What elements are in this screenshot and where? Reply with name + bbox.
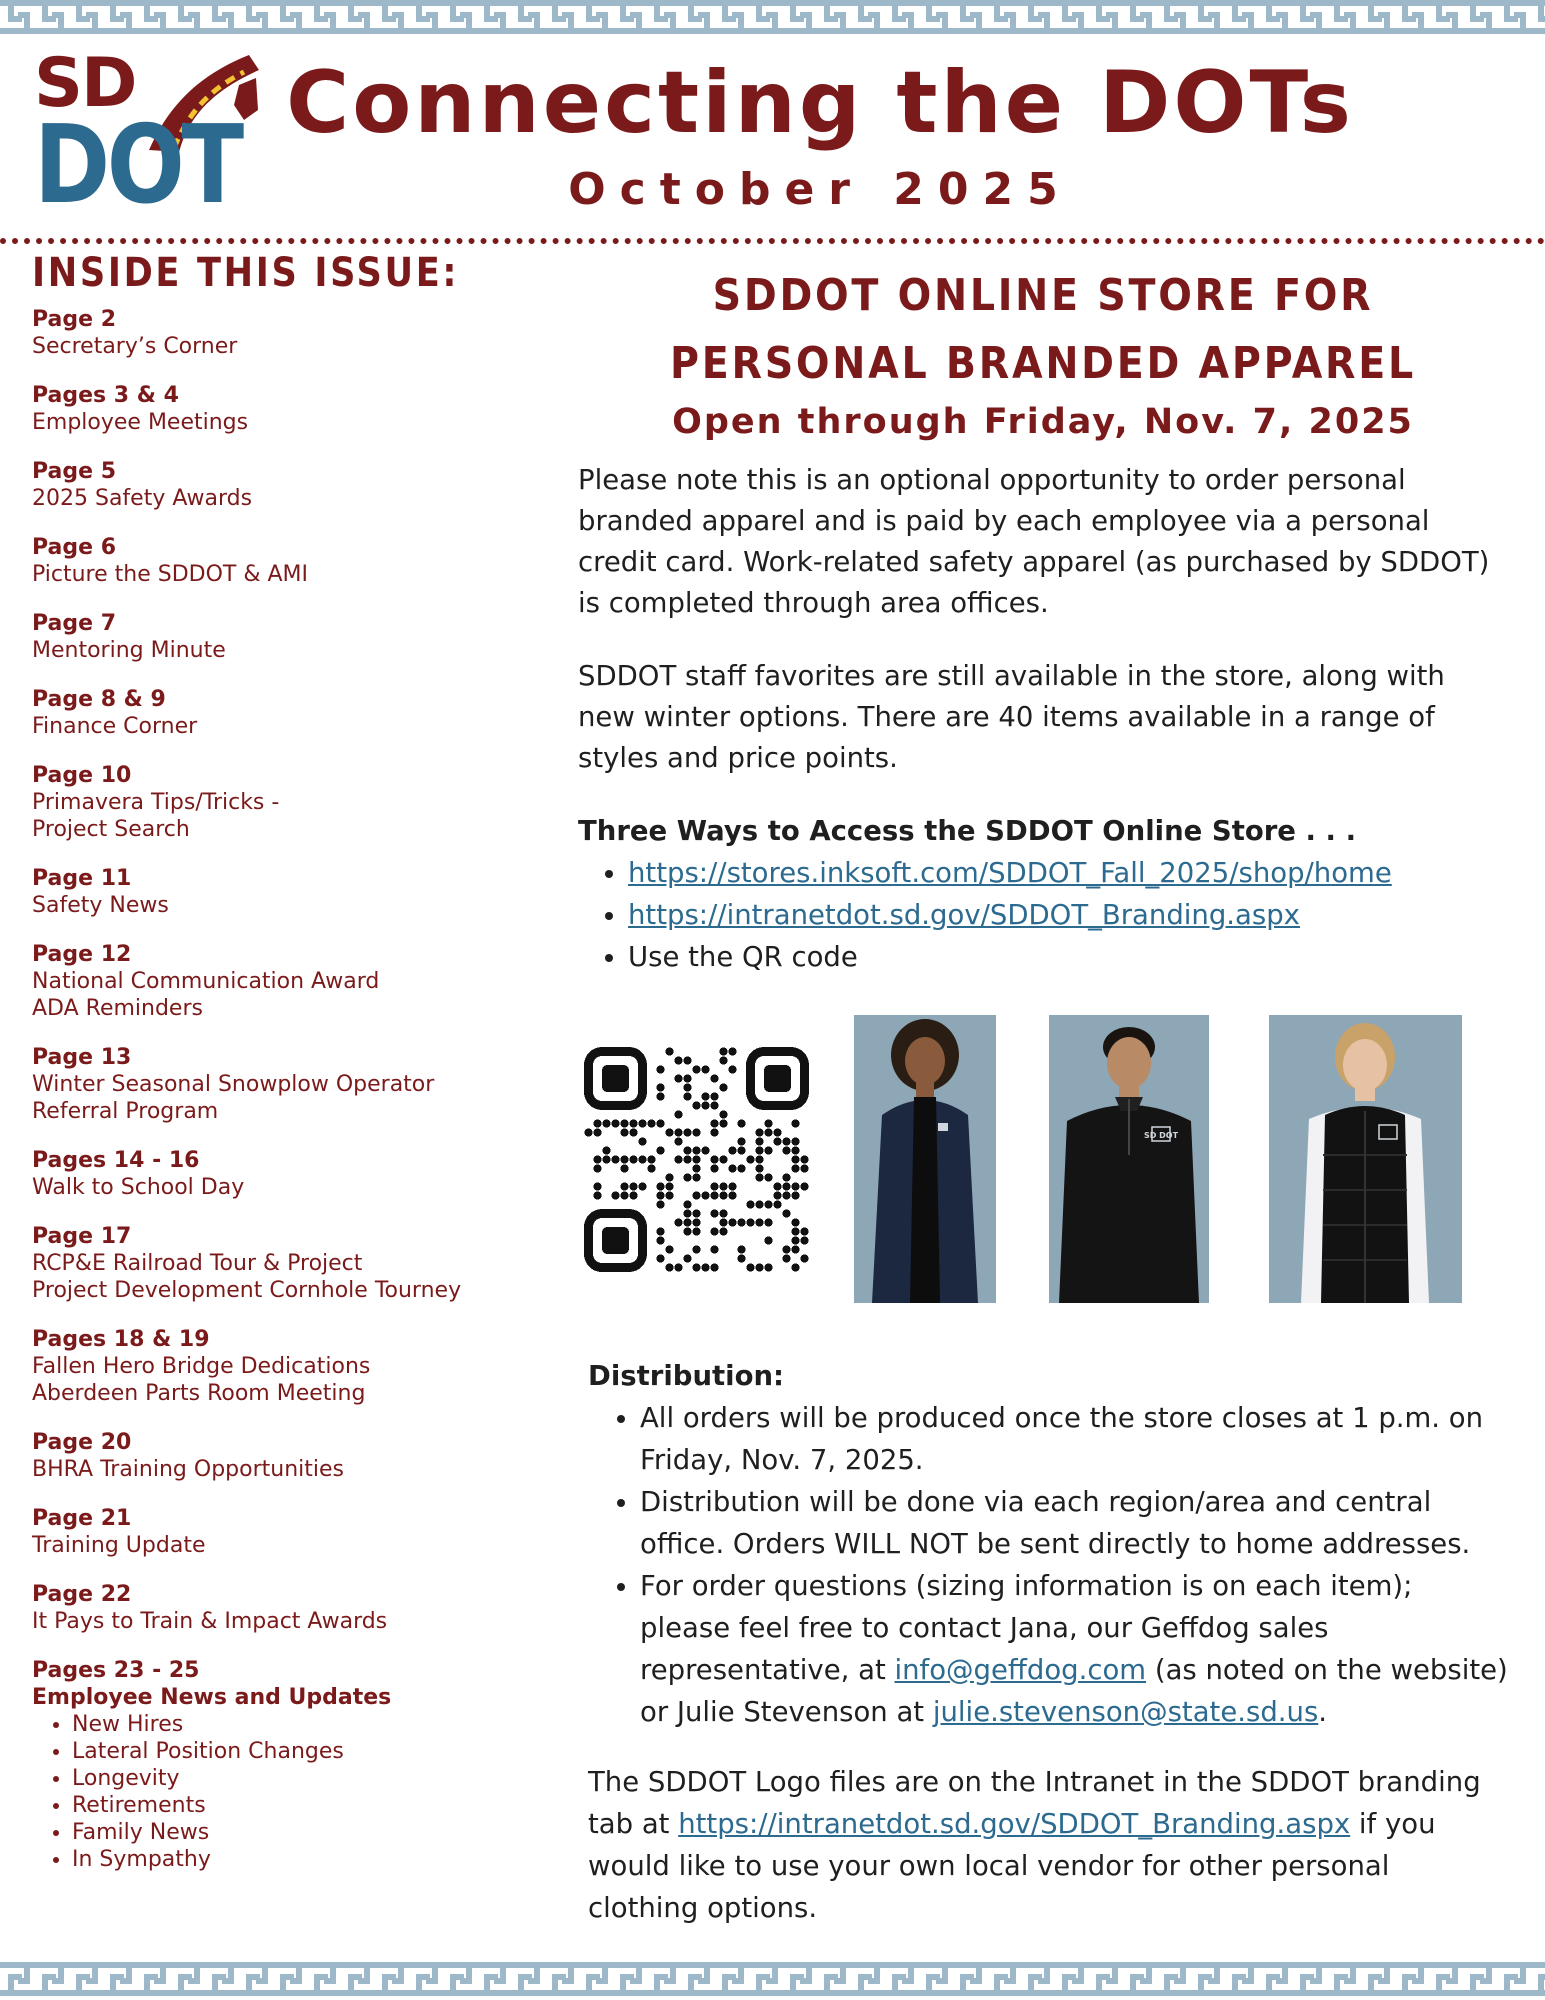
distribution-item-questions (640, 1565, 1508, 1733)
toc-entry (32, 1581, 552, 1635)
logo-dot-text: DOT (34, 103, 241, 228)
geffdog-email-link[interactable]: info@geffdog.com (894, 1654, 1147, 1686)
toc-page-label: Page 12 (32, 942, 132, 967)
toc-list (32, 306, 552, 1635)
intro-paragraph: Please note this is an optional opportunity to order personal branded apparel and is paid by each employee via a personal credit card. Work-related safety apparel (as purchased by SDDOT) is completed through area offices. (578, 464, 1490, 619)
toc-entry (32, 1326, 552, 1407)
toc-section-title: Walk to School Day (32, 1175, 245, 1200)
toc-bullet-item: • In Sympathy (72, 1846, 552, 1873)
store-items-paragraph: SDDOT staff favorites are still available in the store, along with new winter options. There are 40 items available in a range of styles and price points. (578, 660, 1445, 774)
toc-page-label: Page 10 (32, 763, 132, 788)
toc-entry (32, 1505, 552, 1559)
toc-page-label: Pages 18 & 19 (32, 1327, 210, 1352)
bottom-border-pattern (0, 1962, 1545, 1996)
toc-section-title: Project Development Cornhole Tourney (32, 1278, 462, 1303)
questions-text-b: (as noted on the website) or Julie Stevenson at (640, 1654, 1508, 1728)
toc-entry (32, 382, 552, 436)
toc-bullet-item: • Longevity (72, 1765, 552, 1792)
shirt-logo-patch (938, 1123, 948, 1131)
questions-text-c: . (1318, 1696, 1328, 1728)
toc-entry (32, 762, 552, 843)
toc-page-label: Page 22 (32, 1582, 132, 1607)
toc-page-label: Pages 3 & 4 (32, 383, 179, 408)
toc-section-title: Picture the SDDOT & AMI (32, 562, 309, 587)
apparel-photo-vest (1269, 1015, 1462, 1303)
toc-bullet-item: • Lateral Position Changes (72, 1738, 552, 1765)
toc-bullet-item: • Retirements (72, 1792, 552, 1819)
distribution-item-delivery: • Distribution will be done via each region/area and central office. Orders WILL NOT be sent directly to home addresses. (640, 1481, 1508, 1565)
logo-files-paragraph (588, 1761, 1508, 1929)
toc-page-label: Page 5 (32, 459, 117, 484)
toc-section-title: BHRA Training Opportunities (32, 1457, 344, 1482)
toc-entry (32, 686, 552, 740)
toc-section-title: It Pays to Train & Impact Awards (32, 1609, 388, 1634)
top-border-pattern (0, 0, 1545, 34)
access-heading: Three Ways to Access the SDDOT Online Store . . . (578, 815, 1357, 847)
branding-page-link[interactable]: https://intranetdot.sd.gov/SDDOT_Branding.aspx (678, 1808, 1351, 1840)
toc-section-title: ADA Reminders (32, 996, 203, 1021)
toc-page-label: Page 11 (32, 866, 132, 891)
toc-section-title: Safety News (32, 893, 169, 918)
toc-section-title: Employee News and Updates (32, 1685, 392, 1710)
toc-section-title: Aberdeen Parts Room Meeting (32, 1381, 366, 1406)
open-through-date: Open through Friday, Nov. 7, 2025 (672, 402, 1414, 442)
distribution-section (588, 1356, 1508, 1929)
distribution-list (588, 1397, 1508, 1733)
newsletter-title: Connecting the DOTs (286, 53, 1354, 153)
toc-section-title: Fallen Hero Bridge Dedications (32, 1354, 371, 1379)
toc-entry (32, 865, 552, 919)
sddot-logo (34, 44, 241, 228)
logo-sd-text: SD (34, 44, 136, 123)
toc-page-label: Page 17 (32, 1224, 132, 1249)
intranet-branding-link[interactable]: https://intranetdot.sd.gov/SDDOT_Branding.aspx (628, 899, 1300, 931)
distribution-heading: Distribution: (588, 1360, 785, 1392)
logo-para-text-a: The SDDOT Logo files are on the Intranet in the SDDOT branding tab at (588, 1766, 1481, 1840)
logo-para-text-b: if you would like to use your own local vendor for other personal clothing options. (588, 1808, 1436, 1924)
julie-email-link[interactable]: julie.stevenson@state.sd.us (932, 1696, 1319, 1728)
toc-entry (32, 306, 552, 360)
article-headline-line-1: SDDOT ONLINE STORE FOR (712, 270, 1374, 321)
access-item-store-link (628, 852, 1508, 894)
apparel-photo-cardigan (854, 1015, 996, 1303)
toc-entry (32, 534, 552, 588)
toc-page-label: Page 8 & 9 (32, 687, 166, 712)
toc-section-title: RCP&E Railroad Tour & Project (32, 1251, 363, 1276)
issue-date: October 2025 (568, 164, 1072, 215)
toc-section-title: Referral Program (32, 1099, 219, 1124)
toc-page-label: Pages 23 - 25 (32, 1658, 200, 1683)
toc-page-label: Page 21 (32, 1506, 132, 1531)
distribution-item-production: • All orders will be produced once the store closes at 1 p.m. on Friday, Nov. 7, 2025. (640, 1397, 1508, 1481)
photo-shirt-logo-text: SD DOT (1143, 1131, 1179, 1140)
toc-page-label: Page 2 (32, 307, 117, 332)
toc-section-title: Primavera Tips/Tricks - (32, 790, 280, 815)
toc-section-title: Mentoring Minute (32, 638, 226, 663)
toc-bullet-item: • New Hires (72, 1711, 552, 1738)
toc-entry (32, 1147, 552, 1201)
store-link[interactable]: https://stores.inksoft.com/SDDOT_Fall_2025/shop/home (628, 857, 1392, 889)
toc-page-label: Page 6 (32, 535, 117, 560)
toc-entry (32, 610, 552, 664)
toc-heading: INSIDE THIS ISSUE: (32, 250, 460, 296)
apparel-image-row (584, 1015, 1464, 1305)
toc-section-title: Training Update (32, 1533, 206, 1558)
toc-entry (32, 1429, 552, 1483)
apparel-photo-quarter-zip (1049, 1015, 1209, 1303)
access-item-intranet-link (628, 894, 1508, 936)
toc-section-title: 2025 Safety Awards (32, 486, 253, 511)
toc-entry (32, 941, 552, 1022)
toc-bullet-list (32, 1711, 552, 1873)
questions-text-a: For order questions (sizing information is on each item); please feel free to contact Jana, our Geffdog sales representative, at (640, 1570, 1413, 1686)
toc-section-title: Secretary’s Corner (32, 334, 238, 359)
main-article (578, 262, 1508, 978)
toc-section-title: Winter Seasonal Snowplow Operator (32, 1072, 435, 1097)
toc-entry-employee-news (32, 1657, 552, 1873)
access-list (578, 852, 1508, 978)
toc-section-title: Employee Meetings (32, 410, 249, 435)
header-divider (0, 238, 1545, 244)
table-of-contents (32, 250, 552, 1895)
toc-page-label: Page 7 (32, 611, 117, 636)
toc-entry (32, 1223, 552, 1304)
qr-code-icon[interactable] (584, 1047, 809, 1272)
access-item-qr: • Use the QR code (628, 936, 1508, 978)
toc-page-label: Pages 14 - 16 (32, 1148, 200, 1173)
toc-bullet-item: • Family News (72, 1819, 552, 1846)
toc-section-title: Project Search (32, 817, 190, 842)
toc-entry (32, 458, 552, 512)
toc-entry (32, 1044, 552, 1125)
toc-page-label: Page 20 (32, 1430, 132, 1455)
toc-section-title: Finance Corner (32, 714, 198, 739)
toc-page-label: Page 13 (32, 1045, 132, 1070)
article-headline-line-2: PERSONAL BRANDED APPAREL (670, 338, 1416, 389)
toc-section-title: National Communication Award (32, 969, 380, 994)
